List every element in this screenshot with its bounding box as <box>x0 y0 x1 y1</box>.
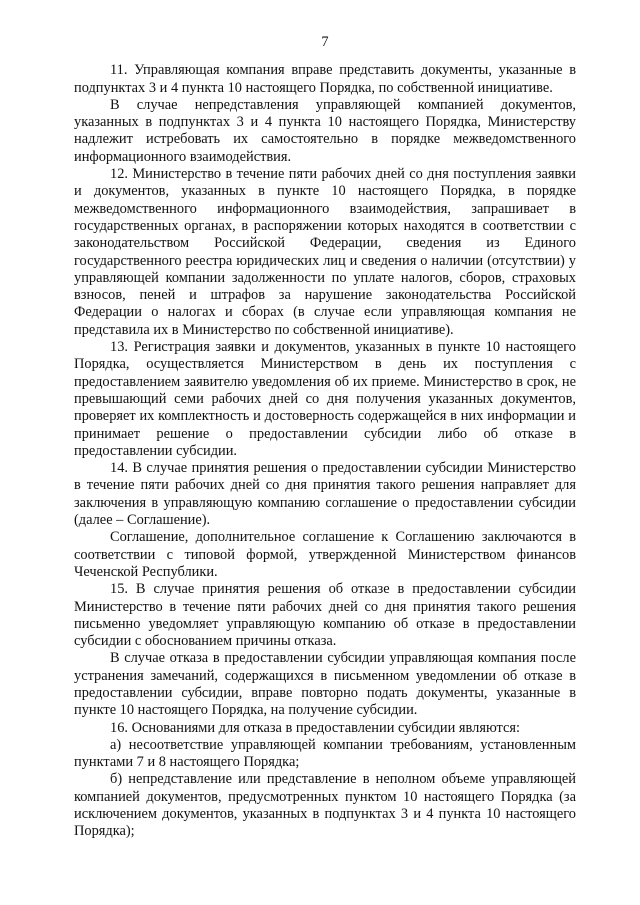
paragraph-14: 14. В случае принятия решения о предоставлении субсидии Министерство в течение пяти рабочих дней со дня принятия такого решения направляет для заключения в управляющую компанию соглашение о предоставлении субсидии (далее – Соглашение). <box>74 460 576 529</box>
paragraph-16: 16. Основаниями для отказа в предоставлении субсидии являются: <box>110 719 520 736</box>
paragraph-14-agreement: Соглашение, дополнительное соглашение к Соглашению заключаются в соответствии с типовой формой, утвержденной Министерством финансов Чеченской Республики. <box>74 529 576 580</box>
paragraph-16-item-a: а) несоответствие управляющей компании требованиям, установленным пунктами 7 и 8 настоящего Порядка; <box>74 736 576 771</box>
paragraph-13: 13. Регистрация заявки и документов, указанных в пункте 10 настоящего Порядка, осуществляется Министерством в день их поступления с предоставлением заявителю уведомления об их приеме. Министерство в срок, не превышающий семи рабочих дней со дня получения указанных документов, проверяет их комплектность и достоверность содержащейся в них информации и принимает решение о предоставлении субсидии либо об отказе в предоставлении субсидии. <box>74 339 576 459</box>
paragraph-16-item-b: б) непредставление или представление в неполном объеме управляющей компанией документов, предусмотренных пунктом 10 настоящего Порядка (за исключением документов, указанных в подпунктах 3 и 4 пункта 10 настоящего Порядка); <box>74 771 576 840</box>
paragraph-12: 12. Министерство в течение пяти рабочих дней со дня поступления заявки и документов, указанных в пункте 10 настоящего Порядка, в порядке межведомственного информационного взаимодействия, запрашивает в государственных органах, в распоряжении которых находятся в соответствии с законодательством Российской Федерации, сведения из Единого государственного реестра юридических лиц и сведения о наличии (отсутствии) у управляющей компании задолженности по уплате налогов, сборов, страховых взносов, пеней и штрафов за нарушение законодательства Российской Федерации о налогах и сборах (в случае если управляющая компания не представила их в Министерство по собственной инициативе). <box>74 166 576 338</box>
paragraph-11-continuation: В случае непредставления управляющей компанией документов, указанных в подпунктах 3 и 4 пункта 10 настоящего Порядка, Министерству надлежит истребовать их самостоятельно в порядке межведомственного информационного взаимодействия. <box>74 96 576 165</box>
paragraph-15-continuation: В случае отказа в предоставлении субсидии управляющая компания после устранения замечаний, содержащихся в письменном уведомлении об отказе в предоставлении субсидии, вправе повторно подать документы, указанные в пункте 10 настоящего Порядка, на получение субсидии. <box>74 650 576 719</box>
paragraph-15: 15. В случае принятия решения об отказе в предоставлении субсидии Министерство в течение пяти рабочих дней со дня принятия такого решения письменно уведомляет управляющую компанию об отказе в предоставлении субсидии с обоснованием причины отказа. <box>74 581 576 650</box>
page-number: 7 <box>321 34 329 50</box>
document-page <box>74 34 576 841</box>
paragraph-11: 11. Управляющая компания вправе представить документы, указанные в подпунктах 3 и 4 пункта 10 настоящего Порядка, по собственной инициативе. <box>74 62 576 96</box>
